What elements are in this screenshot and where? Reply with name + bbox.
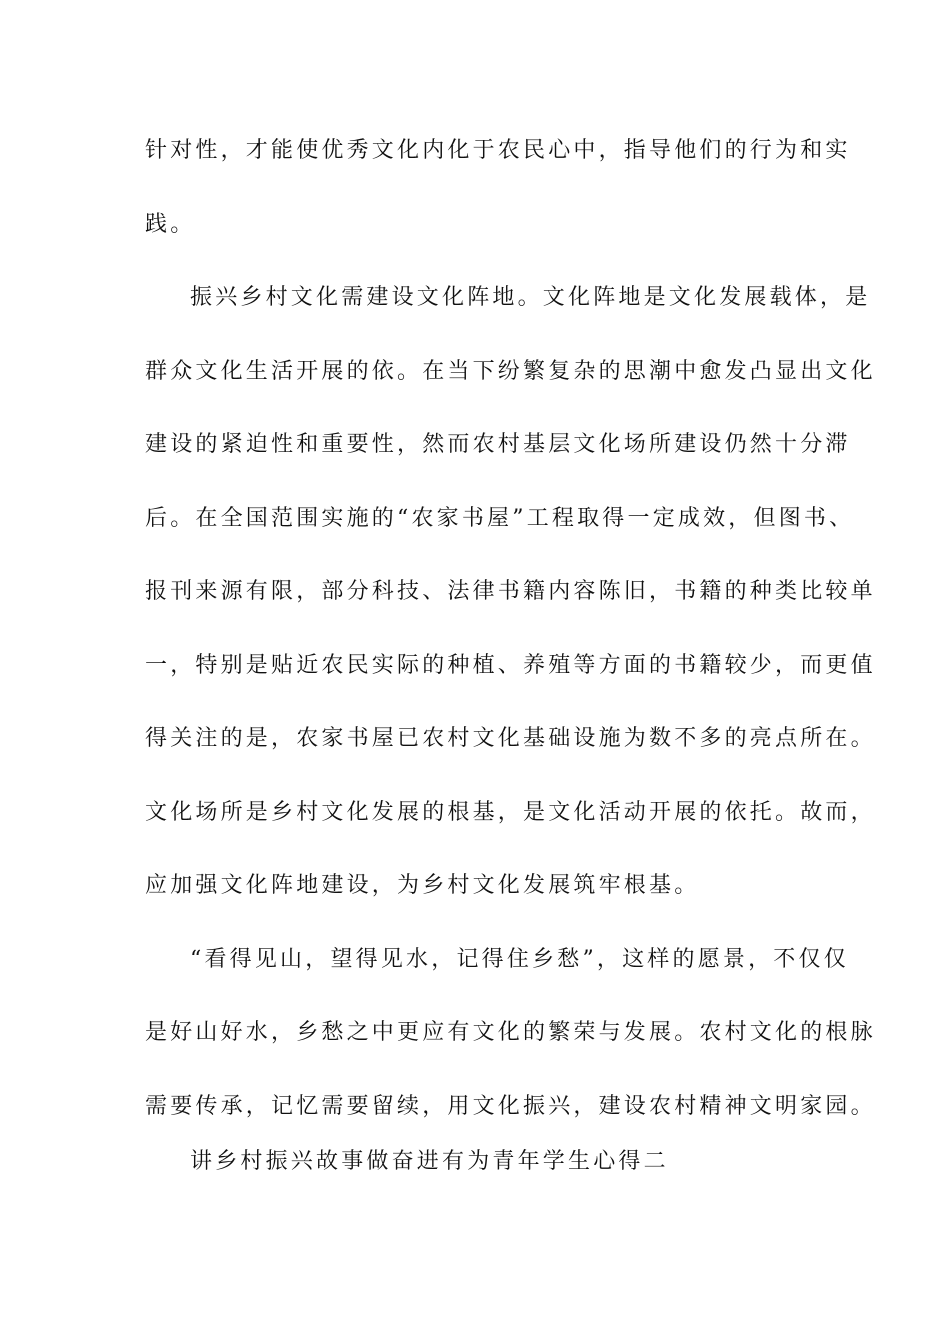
text-line: 践。 <box>145 212 196 237</box>
text-line: 是好山好水，乡愁之中更应有文化的繁荣与发展。农村文化的根脉 <box>145 1020 876 1045</box>
paragraph-start-line: “看得见山，望得见水，记得住乡愁”，这样的愿景，不仅仅 <box>190 947 849 972</box>
text-line: 后。在全国范围实施的“农家书屋”工程取得一定成效，但图书、 <box>145 506 855 531</box>
text-line: 报刊来源有限，部分科技、法律书籍内容陈旧，书籍的种类比较单 <box>145 579 876 604</box>
text-line: 建设的紧迫性和重要性，然而农村基层文化场所建设仍然十分滞 <box>145 432 851 457</box>
text-line: 应加强文化阵地建设，为乡村文化发展筑牢根基。 <box>145 873 700 898</box>
text-line: 针对性，才能使优秀文化内化于农民心中，指导他们的行为和实 <box>145 138 851 163</box>
text-line: 文化场所是乡村文化发展的根基，是文化活动开展的依托。故而， <box>145 800 876 825</box>
text-line: 需要传承，记忆需要留续，用文化振兴，建设农村精神文明家园。 <box>145 1094 876 1119</box>
text-line: 群众文化生活开展的依。在当下纷繁复杂的思潮中愈发凸显出文化 <box>145 359 876 384</box>
section-heading: 讲乡村振兴故事做奋进有为青年学生心得二 <box>190 1149 669 1174</box>
paragraph-start-line: 振兴乡村文化需建设文化阵地。文化阵地是文化发展载体，是 <box>190 285 871 310</box>
text-line: 得关注的是，农家书屋已农村文化基础设施为数不多的亮点所在。 <box>145 726 876 751</box>
text-line: 一，特别是贴近农民实际的种植、养殖等方面的书籍较少，而更值 <box>145 653 876 678</box>
